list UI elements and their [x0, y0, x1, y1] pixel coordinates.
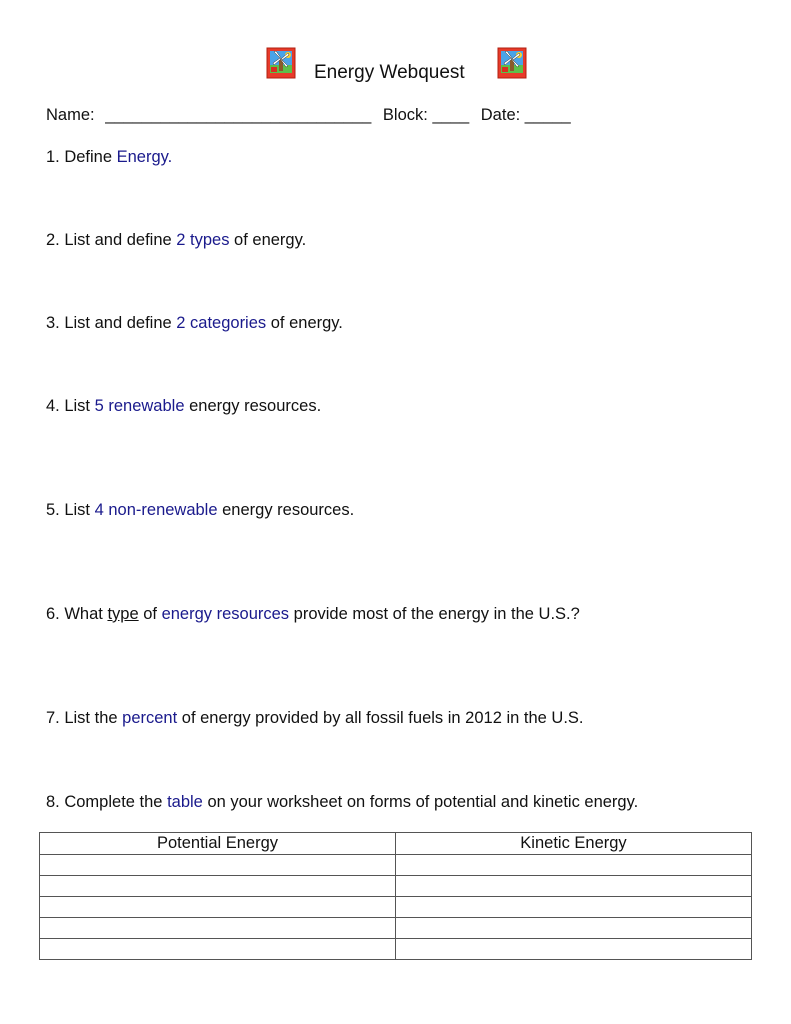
energy-forms-table [39, 832, 752, 960]
date-label: Date: [480, 106, 521, 124]
question-3-highlight: 2 categories [176, 314, 267, 332]
name-label: Name: [46, 106, 95, 124]
question-2: 2. List and define 2 types of energy. [46, 231, 307, 249]
block-field[interactable]: ____ [432, 106, 470, 124]
table-cell[interactable] [396, 876, 752, 897]
question-6-highlight: energy resources [161, 605, 290, 623]
question-8-highlight: table [167, 793, 203, 811]
name-field[interactable]: _____________________________ [105, 106, 372, 124]
question-4: 4. List 5 renewable energy resources. [46, 397, 322, 415]
question-6-underlined: type [107, 605, 139, 623]
table-cell[interactable] [40, 918, 396, 939]
table-row [40, 876, 752, 897]
windmill-clipart-icon-left [266, 47, 296, 79]
question-7-highlight: percent [122, 709, 178, 727]
question-6: 6. What type of energy resources provide most of the energy in the U.S.? [46, 605, 580, 623]
table-cell[interactable] [396, 855, 752, 876]
table-row [40, 939, 752, 960]
date-field[interactable]: _____ [524, 106, 571, 124]
question-5-highlight: 4 non-renewable [94, 501, 218, 519]
question-1-highlight: Energy. [116, 148, 173, 166]
block-label: Block: [382, 106, 428, 124]
column-header-potential: Potential Energy [40, 833, 396, 855]
table-cell[interactable] [40, 855, 396, 876]
question-8: 8. Complete the table on your worksheet on forms of potential and kinetic energy. [46, 793, 639, 811]
column-header-kinetic: Kinetic Energy [396, 833, 752, 855]
table-row [40, 855, 752, 876]
table-cell[interactable] [396, 897, 752, 918]
question-4-highlight: 5 renewable [94, 397, 185, 415]
table-header-row [40, 833, 752, 855]
question-1: 1. Define Energy. [46, 148, 173, 166]
table-row [40, 897, 752, 918]
question-3: 3. List and define 2 categories of energy. [46, 314, 343, 332]
question-7: 7. List the percent of energy provided by all fossil fuels in 2012 in the U.S. [46, 709, 584, 727]
question-2-highlight: 2 types [176, 231, 230, 249]
table-cell[interactable] [40, 876, 396, 897]
table-cell[interactable] [40, 939, 396, 960]
table-cell[interactable] [396, 918, 752, 939]
table-row [40, 918, 752, 939]
question-5: 5. List 4 non-renewable energy resources. [46, 501, 355, 519]
page-title: Energy Webquest [314, 62, 465, 83]
table-cell[interactable] [40, 897, 396, 918]
info-line [46, 106, 571, 125]
table-cell[interactable] [396, 939, 752, 960]
windmill-clipart-icon-right [497, 47, 527, 79]
